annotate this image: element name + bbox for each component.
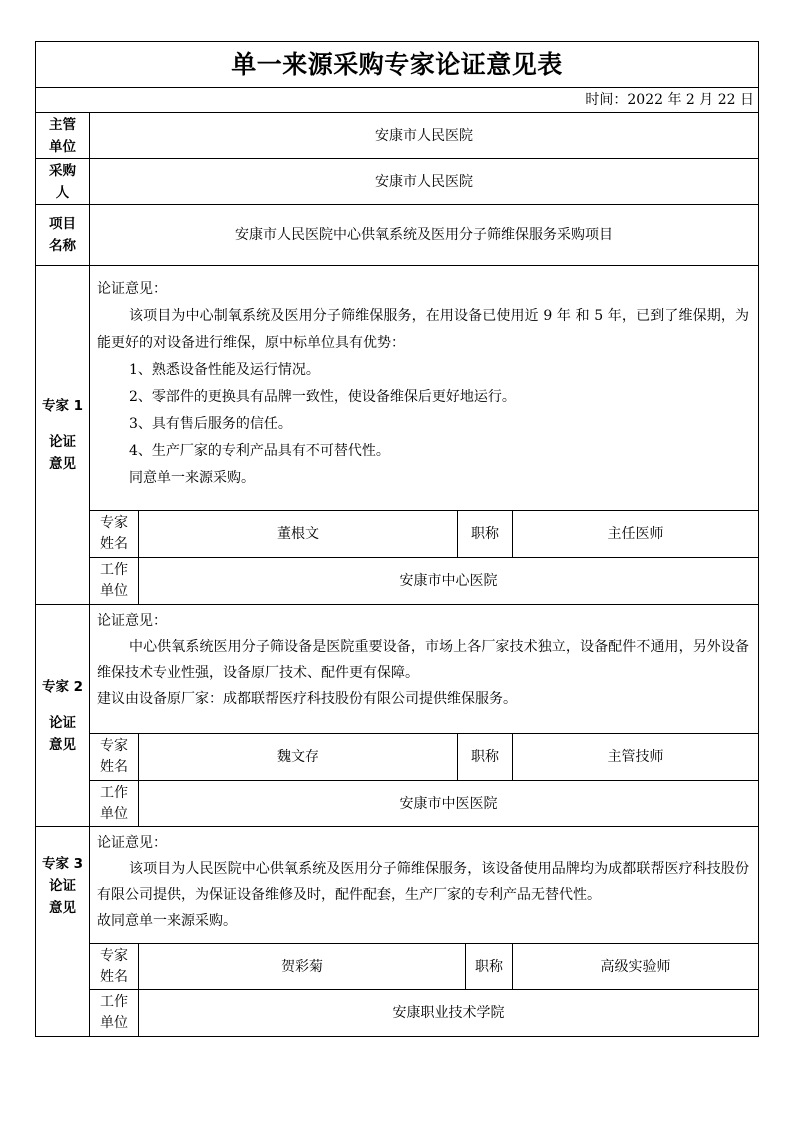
opinion-item: 2、零部件的更换具有品牌一致性，使设备维保后更好地运行。: [129, 389, 516, 405]
opinion-heading: 论证意见：: [97, 835, 167, 851]
opinion-conclusion: 故同意单一来源采购。: [97, 913, 237, 929]
expert-2-label: 专家 2 论证 意见: [41, 678, 84, 753]
expert-2-opinion: [97, 608, 749, 712]
expert-3-title: 高级实验师: [600, 958, 671, 975]
expert-name-label: 专家 姓名: [100, 947, 128, 985]
expert-name-label: 专家 姓名: [100, 515, 128, 552]
opinion-paragraph: 该项目为中心制氧系统及医用分子筛维保服务，在用设备已使用近 9 年 和 5 年，已到了维保期，为能更好的对设备进行维保，原中标单位具有优势：: [97, 308, 749, 351]
work-unit-label: 工作 单位: [100, 994, 128, 1031]
opinion-conclusion: 建议由设备原厂家：成都联帮医疗科技股份有限公司提供维保服务。: [97, 691, 517, 707]
expert-title-label: 职称: [471, 749, 499, 765]
opinion-heading: 论证意见：: [97, 281, 167, 297]
buyer-value: 安康市人民医院: [375, 173, 473, 190]
expert-title-label: 职称: [471, 526, 499, 542]
opinion-item: 1、熟悉设备性能及运行情况。: [129, 362, 320, 378]
expert-3-label: 专家 3 论证 意见: [41, 855, 84, 916]
opinion-paragraph: 中心供氧系统医用分子筛设备是医院重要设备，市场上各厂家技术独立，设备配件不通用，另外设备维保技术专业性强，设备原厂技术、配件更有保障。: [97, 639, 749, 681]
expert-1-work-unit: 安康市中心医院: [399, 573, 498, 589]
buyer-label: 采购 人: [49, 162, 76, 201]
expert-1-opinion: [97, 276, 749, 492]
expert-title-label: 职称: [475, 958, 503, 975]
expert-3-opinion: [97, 830, 749, 934]
supervising-unit-label: 主管 单位: [49, 116, 76, 155]
opinion-heading: 论证意见：: [97, 613, 167, 629]
expert-name-label: 专家 姓名: [100, 738, 128, 775]
expert-2-title: 主管技师: [607, 749, 664, 765]
expert-1-name: 董根文: [277, 526, 319, 542]
expert-2-name: 魏文存: [277, 749, 319, 765]
expert-1-label: 专家 1 论证 意见: [41, 398, 84, 472]
work-unit-label: 工作 单位: [100, 784, 128, 822]
page-title: 单一来源采购专家论证意见表: [231, 49, 563, 79]
opinion-conclusion: 同意单一来源采购。: [129, 470, 255, 486]
project-name-value: 安康市人民医院中心供氧系统及医用分子筛维保服务采购项目: [235, 227, 613, 243]
opinion-item: 4、生产厂家的专利产品具有不可替代性。: [129, 443, 390, 459]
expert-1-title: 主任医师: [607, 526, 664, 542]
opinion-paragraph: 该项目为人民医院中心供氧系统及医用分子筛维保服务，该设备使用品牌均为成都联帮医疗科技股份有限公司提供，为保证设备维修及时，配件配套，生产厂家的专利产品无替代性。: [97, 861, 749, 903]
work-unit-label: 工作 单位: [100, 562, 128, 599]
opinion-item: 3、具有售后服务的信任。: [129, 416, 292, 432]
date-text: 时间：2022 年 2 月 22 日: [585, 92, 754, 108]
expert-2-work-unit: 安康市中医医院: [399, 795, 498, 812]
supervising-unit-value: 安康市人民医院: [375, 127, 473, 144]
expert-3-work-unit: 安康职业技术学院: [392, 1005, 505, 1021]
expert-3-name: 贺彩菊: [281, 958, 323, 975]
project-name-label: 项目 名称: [49, 216, 76, 254]
